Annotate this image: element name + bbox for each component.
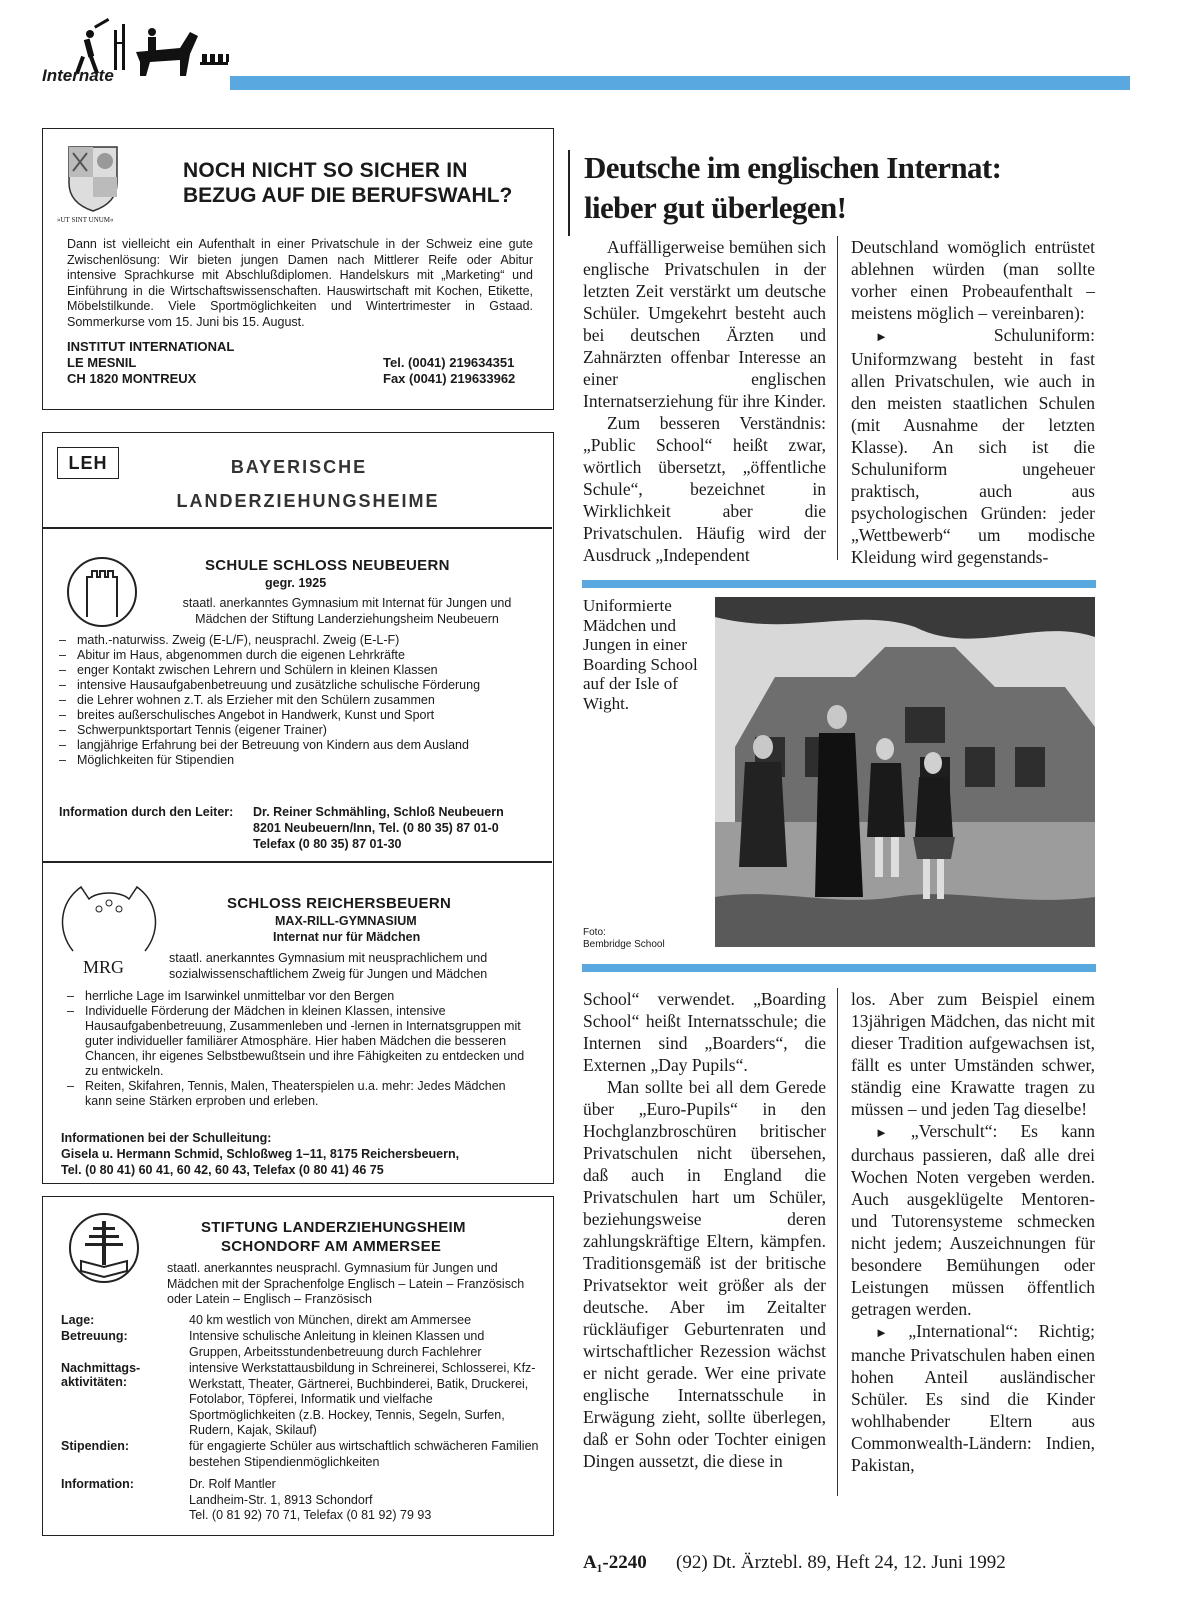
ad3-desc: staatl. anerkanntes neusprachl. Gymnasium für Jungen und Mädchen mit der Sprachenfolge Englisch – Latein – Französisch oder Latein – Englisch – Französisch	[167, 1261, 525, 1306]
ad-schondorf	[42, 1196, 554, 1536]
ad2-divider-2	[43, 861, 552, 863]
school2-name: SCHLOSS REICHERSBEUERN	[227, 895, 452, 912]
ad3-text-betreuung: Intensive schulische Anleitung in kleinen Klassen und Gruppen, Arbeitsstundenbetreuung durch Fachlehrer	[189, 1329, 485, 1359]
school1-desc: staatl. anerkanntes Gymnasium mit Internat für Jungen und Mädchen der Stiftung Landerziehungsheim Neubeuern	[182, 596, 512, 626]
footer-citation: (92) Dt. Ärztebl. 89, Heft 24, 12. Juni 1992	[676, 1552, 1006, 1573]
leh-badge-label: LEH	[68, 453, 108, 473]
photo-credit-line1: Foto:	[583, 927, 606, 938]
list-item: – die Lehrer wohnen z.T. als Erzieher mit den Schülern zusammen	[57, 693, 531, 708]
ad1-org-line1: INSTITUT INTERNATIONAL	[67, 339, 235, 354]
ad3-label-lage: Lage:	[61, 1313, 95, 1327]
school1-info-line2: 8201 Neubeuern/Inn, Tel. (0 80 35) 87 01-0	[253, 821, 499, 835]
book-tree-logo-icon	[67, 1211, 141, 1285]
column-divider-upper	[837, 236, 838, 560]
paragraph: School“ verwendet. „Boarding School“ heißt Internatsschule; die Internen sind „Boarders“, die Externen „Day Pupils“.	[583, 989, 826, 1075]
ad3-title-line1: STIFTUNG LANDERZIEHUNGSHEIM	[201, 1219, 466, 1236]
ad1-tel: Tel. (0041) 219634351	[383, 355, 515, 370]
list-item: – Individuelle Förderung der Mädchen in kleinen Klassen, intensive Hausaufgabenbetreuung, Zusammenleben und -lernen in Internatsgruppen mit guter individueller familiärer Atmosphäre. Hier haben Mädchen die besseren Chancen, ihr eigenes Selbstbewußtsein und ihre Fähigkeiten zu entdecken und zu entwickeln.	[65, 1004, 531, 1079]
ad3-text-stipendien: für engagierte Schüler aus wirtschaftlich schwächeren Familien bestehen Stipendienmöglichkeiten	[189, 1439, 539, 1469]
school2-sub1: MAX-RILL-GYMNASIUM	[275, 914, 417, 928]
article-title-line2: lieber gut überlegen!	[584, 190, 847, 225]
school1-info-line1: Dr. Reiner Schmähling, Schloß Neubeuern	[253, 805, 504, 819]
school2-info-line3: Tel. (0 80 41) 60 41, 60 42, 60 43, Telefax (0 80 41) 46 75	[61, 1163, 384, 1177]
school1-info-line3: Telefax (0 80 35) 87 01-30	[253, 837, 402, 851]
ad3-text-information: Dr. Rolf Mantler Landheim-Str. 1, 8913 Schondorf Tel. (0 81 92) 70 71, Telefax (0 81 92) 79 93	[189, 1477, 432, 1522]
paragraph: : Uniformzwang besteht in fast allen Privatschulen, wie auch in den meisten staatlichen Schulen (mit Ausnahme der letzten Klasse). An sich ist die Schuluniform ungeheuer praktisch, auch aus psychologischen Gründen: jeder „Wettbewerb“ um modische Kleidung wird gegenstands-	[851, 325, 1095, 567]
ad3-title-line2: SCHONDORF AM AMMERSEE	[221, 1238, 442, 1255]
ad-institut-international	[42, 128, 554, 410]
ad1-headline-line2: BEZUG AUF DIE BERUFSWAHL?	[183, 184, 513, 207]
article-col2	[851, 236, 1095, 568]
paragraph: Zum besseren Verständnis: „Public School“ heißt zwar, wörtlich übersetzt, „öffentliche Schule“, bezeichnet in Wirklichkeit aber die Privatschulen. Häufig wird der Ausdruck „Independent	[583, 413, 826, 565]
paragraph: „International“: Richtig; manche Privatschulen haben einen hohen Anteil ausländischer Schüler. Es sind die Kinder wohlhabender Eltern aus Commonwealth-Ländern: Indien, Pakistan,	[851, 1321, 1095, 1475]
header-rule	[230, 76, 1130, 90]
article-title-line1: Deutsche im englischen Internat:	[584, 150, 1002, 185]
list-item: – intensive Hausaufgabenbetreuung und zusätzliche schulische Förderung	[57, 678, 531, 693]
boarding-school-photo-image	[715, 597, 1095, 947]
article-col4	[851, 988, 1095, 1476]
ad3-label-information: Information:	[61, 1477, 134, 1491]
crest-motto: »UT SINT UNUM«	[57, 216, 114, 224]
ad1-fax: Fax (0041) 219633962	[383, 371, 516, 386]
ad3-text-nachmittag: intensive Werkstattausbildung in Schreinerei, Schlosserei, Kfz-Werkstatt, Theater, Gärtnerei, Buchbinderei, Batik, Druckerei, Fotolabor, Töpferei, Informatik und vielfache Sportmöglichkeiten (z.B. Hockey, Tennis, Segeln, Surfen, Rudern, Kajak, Skilauf)	[189, 1361, 536, 1437]
bullet-triangle-icon: ►	[875, 1125, 888, 1140]
ad2-divider-1	[43, 527, 552, 529]
photo-bottom-rule	[582, 964, 1096, 972]
tower-logo-icon	[65, 555, 139, 629]
photo-caption: Uniformierte Mädchen und Jungen in einer Boarding School auf der Isle of Wight.	[583, 596, 698, 713]
ad3-label-betreuung: Betreuung:	[61, 1329, 128, 1343]
column-divider-lower	[837, 988, 838, 1496]
ad2-title-line1: BAYERISCHE	[230, 457, 368, 477]
footer-page-code: A₁-2240	[583, 1552, 647, 1573]
ad3-label-stipendien: Stipendien:	[61, 1439, 130, 1453]
article-col3	[583, 988, 826, 1472]
school1-founded: gegr. 1925	[265, 576, 327, 590]
school2-info-line1: Informationen bei der Schulleitung:	[61, 1131, 272, 1145]
paragraph: Deutschland womöglich entrüstet ablehnen würden (man sollte vorher einen Probeaufenthalt – meistens möglich – vereinbaren):	[851, 237, 1095, 323]
photo-credit-line2: Bembridge School	[583, 939, 665, 950]
list-item: – breites außerschulisches Angebot in Handwerk, Kunst und Sport	[57, 708, 531, 723]
article-col1	[583, 236, 826, 566]
bullet-triangle-icon: ►	[875, 1325, 888, 1340]
school1-info-label: Information durch den Leiter:	[59, 805, 234, 819]
section-brand: Internate	[42, 66, 114, 85]
paragraph: los. Aber zum Beispiel einem 13jährigen Mädchen, das nicht mit dieser Tradition aufgewachsen ist, fällt es unter Umständen schwer, ständig eine Krawatte tragen zu müssen – und jeden Tag dieselbe!	[851, 989, 1095, 1119]
list-item: – Möglichkeiten für Stipendien	[57, 753, 531, 768]
article-vertical-rule	[568, 150, 570, 236]
ad1-org-line2: LE MESNIL	[67, 355, 137, 370]
ad2-title-line2: LANDERZIEHUNGSHEIME	[176, 491, 440, 511]
school1-name: SCHULE SCHLOSS NEUBEUERN	[205, 557, 450, 574]
ad-bayerische-landerziehungsheime	[42, 432, 554, 1184]
paragraph: „Verschult“: Es kann durchaus passieren, daß alle drei Wochen Noten vergeben werden. Auch ausgeklügelte Mentoren- und Tutorensysteme schmecken nicht jedem; Auszeichnungen für besondere Bemühungen oder Leistungen müssen öffentlich getragen werden.	[851, 1121, 1096, 1319]
school2-features	[65, 989, 531, 1109]
school2-desc: staatl. anerkanntes Gymnasium mit neusprachlichem und sozialwissenschaftlichem Zweig für Jungen und Mädchen	[169, 951, 488, 981]
list-item: – math.-naturwiss. Zweig (E-L/F), neusprachl. Zweig (E-L-F)	[57, 633, 531, 648]
ad1-org-line3: CH 1820 MONTREUX	[67, 371, 197, 386]
mrg-logo-text: MRG	[83, 957, 125, 977]
list-item: – Schwerpunktsportart Tennis (eigener Trainer)	[57, 723, 531, 738]
ad3-label-nachmittag: Nachmittags-aktivitäten:	[61, 1361, 141, 1389]
ad1-headline-line1: NOCH NICHT SO SICHER IN	[183, 159, 468, 182]
school-photo	[715, 597, 1095, 947]
crest-icon	[65, 143, 121, 213]
list-item: – enger Kontakt zwischen Lehrern und Schülern in kleinen Klassen	[57, 663, 531, 678]
list-item: – langjährige Erfahrung bei der Betreuung von Kindern aus dem Ausland	[57, 738, 531, 753]
list-item: – herrliche Lage im Isarwinkel unmittelbar vor den Bergen	[65, 989, 531, 1004]
list-item: – Abitur im Haus, abgenommen durch die eigenen Lehrkräfte	[57, 648, 531, 663]
school2-info-line2: Gisela u. Hermann Schmid, Schloßweg 1–11, 8175 Reichersbeuern,	[61, 1147, 460, 1161]
bullet-triangle-icon: ►	[875, 329, 888, 344]
school1-features	[57, 633, 531, 768]
bullet-label: Schuluniform	[993, 325, 1091, 345]
ad3-text-lage: 40 km westlich von München, direkt am Ammersee	[189, 1313, 472, 1327]
paragraph: Man sollte bei all dem Gerede über „Euro-Pupils“ in den Hochglanzbroschüren britischer Privatschulen nicht übersehen, daß auch in England die Privatschulen hart um Schüler, beziehungsweise deren zahlungskräftige Eltern, kämpfen. Traditionsgemäß ist der britische Privatsektor weit größer als der deutsche. Aber im Zeitalter rückläufiger Geburtenraten und wirtschaftlicher Rezession wächst er nicht gerade. Wer eine private englische Internatsschule in Erwägung zieht, sollte überlegen, daß er Sohn oder Tochter einigen Dingen aussetzt, die diese in	[583, 1077, 826, 1471]
list-item: – Reiten, Skifahren, Tennis, Malen, Theaterspielen u.a. mehr: Jedes Mädchen kann seine Stärken erproben und erleben.	[65, 1079, 531, 1109]
photo-top-rule	[582, 580, 1096, 588]
paragraph: Auffälligerweise bemühen sich englische Privatschulen in der letzten Zeit verstärkt um deutsche Schüler. Umgekehrt besteht auch bei deutschen Ärzten und Zahnärzten offenbar Interesse an einer englischen Internatserziehung für ihre Kinder.	[583, 237, 826, 411]
school2-sub2: Internat nur für Mädchen	[273, 930, 421, 944]
ad1-body: Dann ist vielleicht ein Aufenthalt in einer Privatschule in der Schweiz eine gute Zwischenlösung: Wir bieten jungen Damen nach Mittlerer Reife oder Abitur intensive Sprachkurse mit Abschlußdiplomen. Handelskurs mit „Marketing“ und Einführung in die Wirtschaftswissenschaften. Hauswirtschaft mit Kochen, Etikette, Möbelstilkunde. Viele Sportmöglichkeiten und Wintertrimester in Gstaad. Sommerkurse vom 15. Juni bis 15. August.	[67, 237, 533, 329]
